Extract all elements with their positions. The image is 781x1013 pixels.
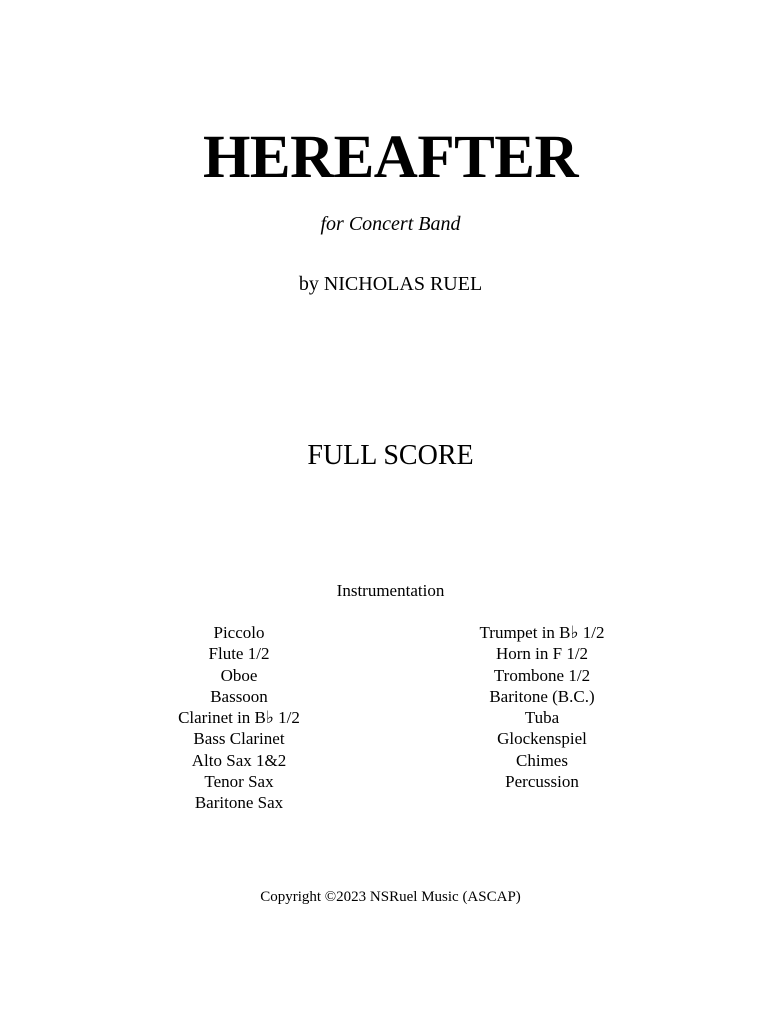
- score-label: FULL SCORE: [307, 440, 474, 471]
- instrument-item: Bass Clarinet: [193, 729, 285, 749]
- instrument-item: Chimes: [516, 750, 568, 770]
- instrumentation-heading: Instrumentation: [336, 581, 445, 600]
- copyright-notice: Copyright ©2023 NSRuel Music (ASCAP): [260, 889, 521, 905]
- instrument-item: Piccolo: [213, 623, 265, 642]
- instrument-list-left: [139, 622, 339, 814]
- composer-credit: by NICHOLAS RUEL: [298, 273, 483, 295]
- instrument-item: Trumpet in B♭ 1/2: [479, 623, 605, 642]
- instrument-item: Bassoon: [210, 686, 268, 706]
- instrument-item: Glockenspiel: [497, 729, 587, 749]
- instrument-item: Flute 1/2: [208, 644, 270, 664]
- instrument-item: Trombone 1/2: [493, 665, 591, 685]
- instrument-list-right: [442, 622, 642, 792]
- instrument-item: Tenor Sax: [204, 772, 274, 792]
- instrument-item: Oboe: [220, 665, 258, 685]
- page-title: HEREAFTER: [202, 124, 579, 191]
- instrument-item: Baritone Sax: [194, 793, 284, 813]
- instrument-item: Percussion: [505, 772, 579, 792]
- instrument-item: Alto Sax 1&2: [191, 750, 287, 770]
- subtitle: for Concert Band: [320, 213, 461, 235]
- instrument-item: Tuba: [524, 708, 560, 728]
- instrument-item: Clarinet in B♭ 1/2: [178, 708, 300, 728]
- instrument-item: Baritone (B.C.): [489, 686, 595, 706]
- instrument-item: Horn in F 1/2: [495, 644, 589, 664]
